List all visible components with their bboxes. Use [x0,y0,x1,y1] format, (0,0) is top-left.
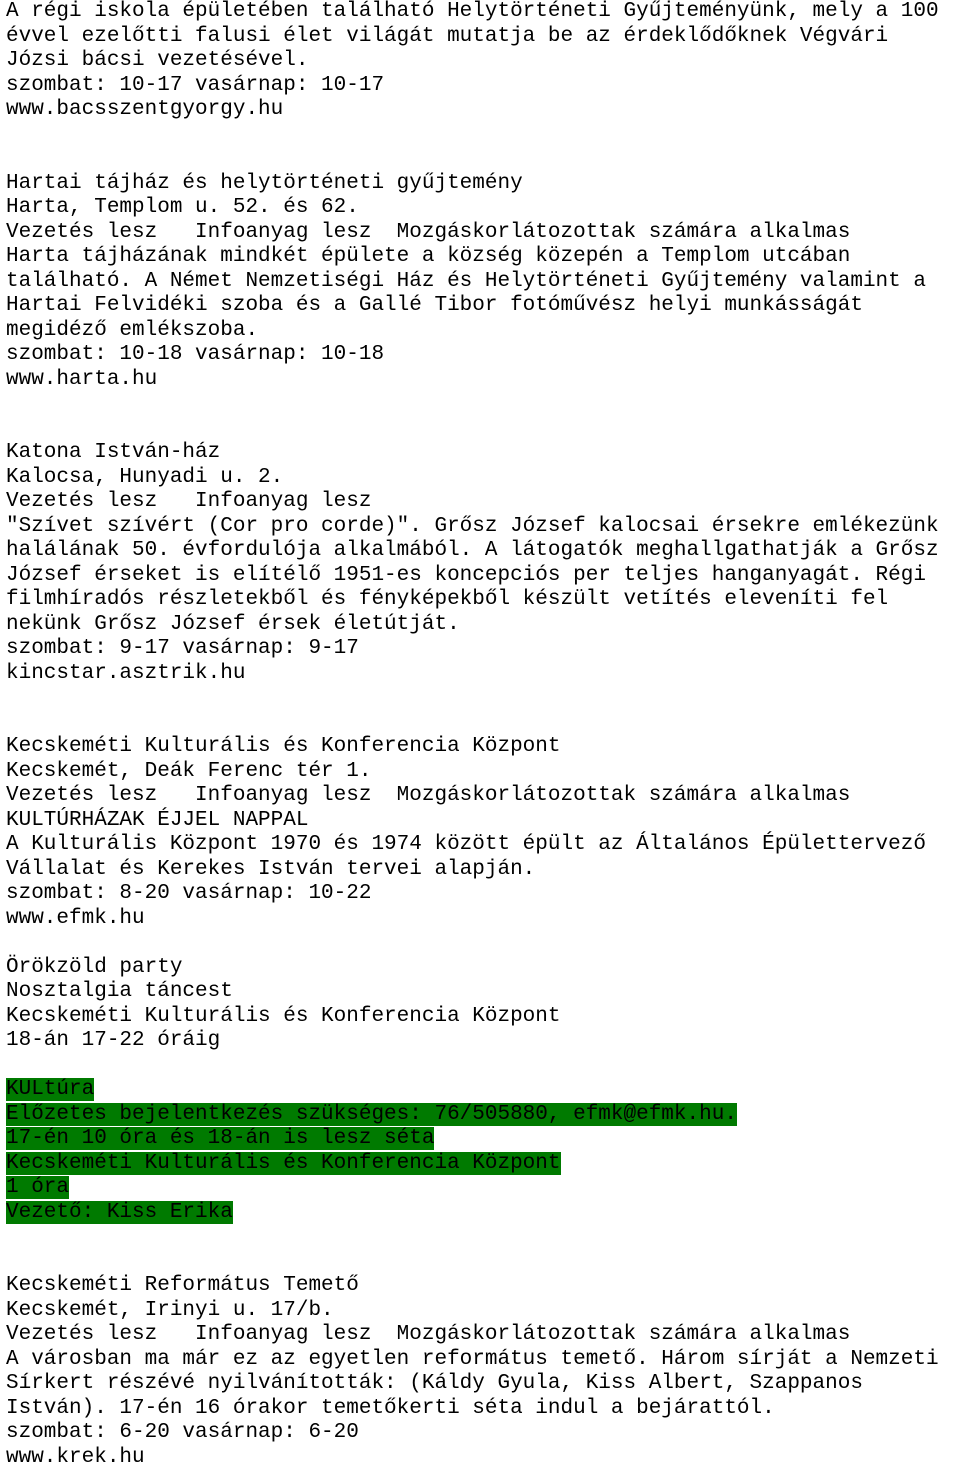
spacer [6,686,960,711]
spacer [6,1054,960,1079]
entry-description-line: A régi iskola épületében található Helytörténeti Gyűjteményünk, mely a 100 [6,0,960,25]
entry-description-line: halálának 50. évfordulója alkalmából. A látogatók meghallgathatják a Grősz [6,539,960,564]
entry-url: kincstar.asztrik.hu [6,662,960,687]
entry-hours: szombat: 6-20 vasárnap: 6-20 [6,1421,960,1446]
entry-url: www.efmk.hu [6,907,960,932]
event-venue-highlighted: Kecskeméti Kulturális és Konferencia Központ [6,1152,561,1175]
event-orokzold-party [6,956,960,1054]
entry-description-line: Sírkert részévé nyilvánították: (Káldy Gyula, Kiss Albert, Szappanos [6,1372,960,1397]
entry-kecskemeti-kulturalis [6,735,960,931]
event-registration-highlighted: Előzetes bejelentkezés szükséges: 76/505880, efmk@efmk.hu. [6,1103,737,1126]
entry-url: www.krek.hu [6,1446,960,1470]
spacer [6,931,960,956]
event-time: 18-án 17-22 óráig [6,1029,960,1054]
entry-features: Vezetés lesz Infoanyag lesz Mozgáskorlátozottak számára alkalmas [6,784,960,809]
entry-hours: szombat: 10-17 vasárnap: 10-17 [6,74,960,99]
event-guide-highlighted: Vezető: Kiss Erika [6,1201,233,1224]
entry-features: Vezetés lesz Infoanyag lesz [6,490,960,515]
entry-url: www.harta.hu [6,368,960,393]
entry-description-line: A Kulturális Központ 1970 és 1974 között épült az Általános Épülettervező [6,833,960,858]
entry-description-line: található. A Német Nemzetiségi Ház és Helytörténeti Gyűjtemény valamint a [6,270,960,295]
entry-description-line: István). 17-én 16 órakor temetőkerti séta indul a bejárattól. [6,1397,960,1422]
entry-description-line: Hartai Felvidéki szoba és a Gallé Tibor fotóművész helyi munkásságát [6,294,960,319]
spacer [6,123,960,148]
entry-description-line: Vállalat és Kerekes István tervei alapján. [6,858,960,883]
entry-title: Hartai tájház és helytörténeti gyűjtemény [6,172,960,197]
spacer [6,711,960,736]
entry-subtitle: KULTÚRHÁZAK ÉJJEL NAPPAL [6,809,960,834]
entry-title: Kecskeméti Református Temető [6,1274,960,1299]
entry-features: Vezetés lesz Infoanyag lesz Mozgáskorlátozottak számára alkalmas [6,1323,960,1348]
entry-description-line: Harta tájházának mindkét épülete a község közepén a Templom utcában [6,245,960,270]
entry-title: Kecskeméti Kulturális és Konferencia Központ [6,735,960,760]
entry-description-line: évvel ezelőtti falusi élet világát mutatja be az érdeklődőknek Végvári [6,25,960,50]
entry-address: Kalocsa, Hunyadi u. 2. [6,466,960,491]
entry-description-line: "Szívet szívért (Cor pro corde)". Grősz József kalocsai érsekre emlékezünk [6,515,960,540]
entry-hours: szombat: 9-17 vasárnap: 9-17 [6,637,960,662]
entry-address: Harta, Templom u. 52. és 62. [6,196,960,221]
spacer [6,1250,960,1275]
entry-harta [6,172,960,393]
entry-url: www.bacsszentgyorgy.hu [6,98,960,123]
entry-title: Katona István-ház [6,441,960,466]
document-page [6,0,960,1470]
event-duration-highlighted: 1 óra [6,1176,69,1199]
spacer [6,417,960,442]
entry-katona-istvan-haz [6,441,960,686]
event-kultura-highlighted [6,1078,960,1225]
spacer [6,392,960,417]
entry-hours: szombat: 8-20 vasárnap: 10-22 [6,882,960,907]
event-title-highlighted: KULtúra [6,1078,94,1101]
entry-description-line: Józsi bácsi vezetésével. [6,49,960,74]
entry-address: Kecskemét, Deák Ferenc tér 1. [6,760,960,785]
entry-description-line: megidéző emlékszoba. [6,319,960,344]
entry-description-line: filmhíradós részletekből és fényképekből készült vetítés eleveníti fel [6,588,960,613]
entry-description-line: A városban ma már ez az egyetlen református temető. Három sírját a Nemzeti [6,1348,960,1373]
entry-description-line: József érseket is elítélő 1951-es koncepciós per teljes hanganyagát. Régi [6,564,960,589]
entry-description-line: nekünk Grősz József érsek életútját. [6,613,960,638]
entry-address: Kecskemét, Irinyi u. 17/b. [6,1299,960,1324]
entry-hours: szombat: 10-18 vasárnap: 10-18 [6,343,960,368]
event-venue: Kecskeméti Kulturális és Konferencia Központ [6,1005,960,1030]
spacer [6,147,960,172]
event-title: Örökzöld party [6,956,960,981]
entry-features: Vezetés lesz Infoanyag lesz Mozgáskorlátozottak számára alkalmas [6,221,960,246]
event-subtitle: Nosztalgia táncest [6,980,960,1005]
event-time-highlighted: 17-én 10 óra és 18-án is lesz séta [6,1127,434,1150]
entry-reformatus-temeto [6,1274,960,1470]
entry-bacsszentgyorgy [6,0,960,123]
spacer [6,1225,960,1250]
